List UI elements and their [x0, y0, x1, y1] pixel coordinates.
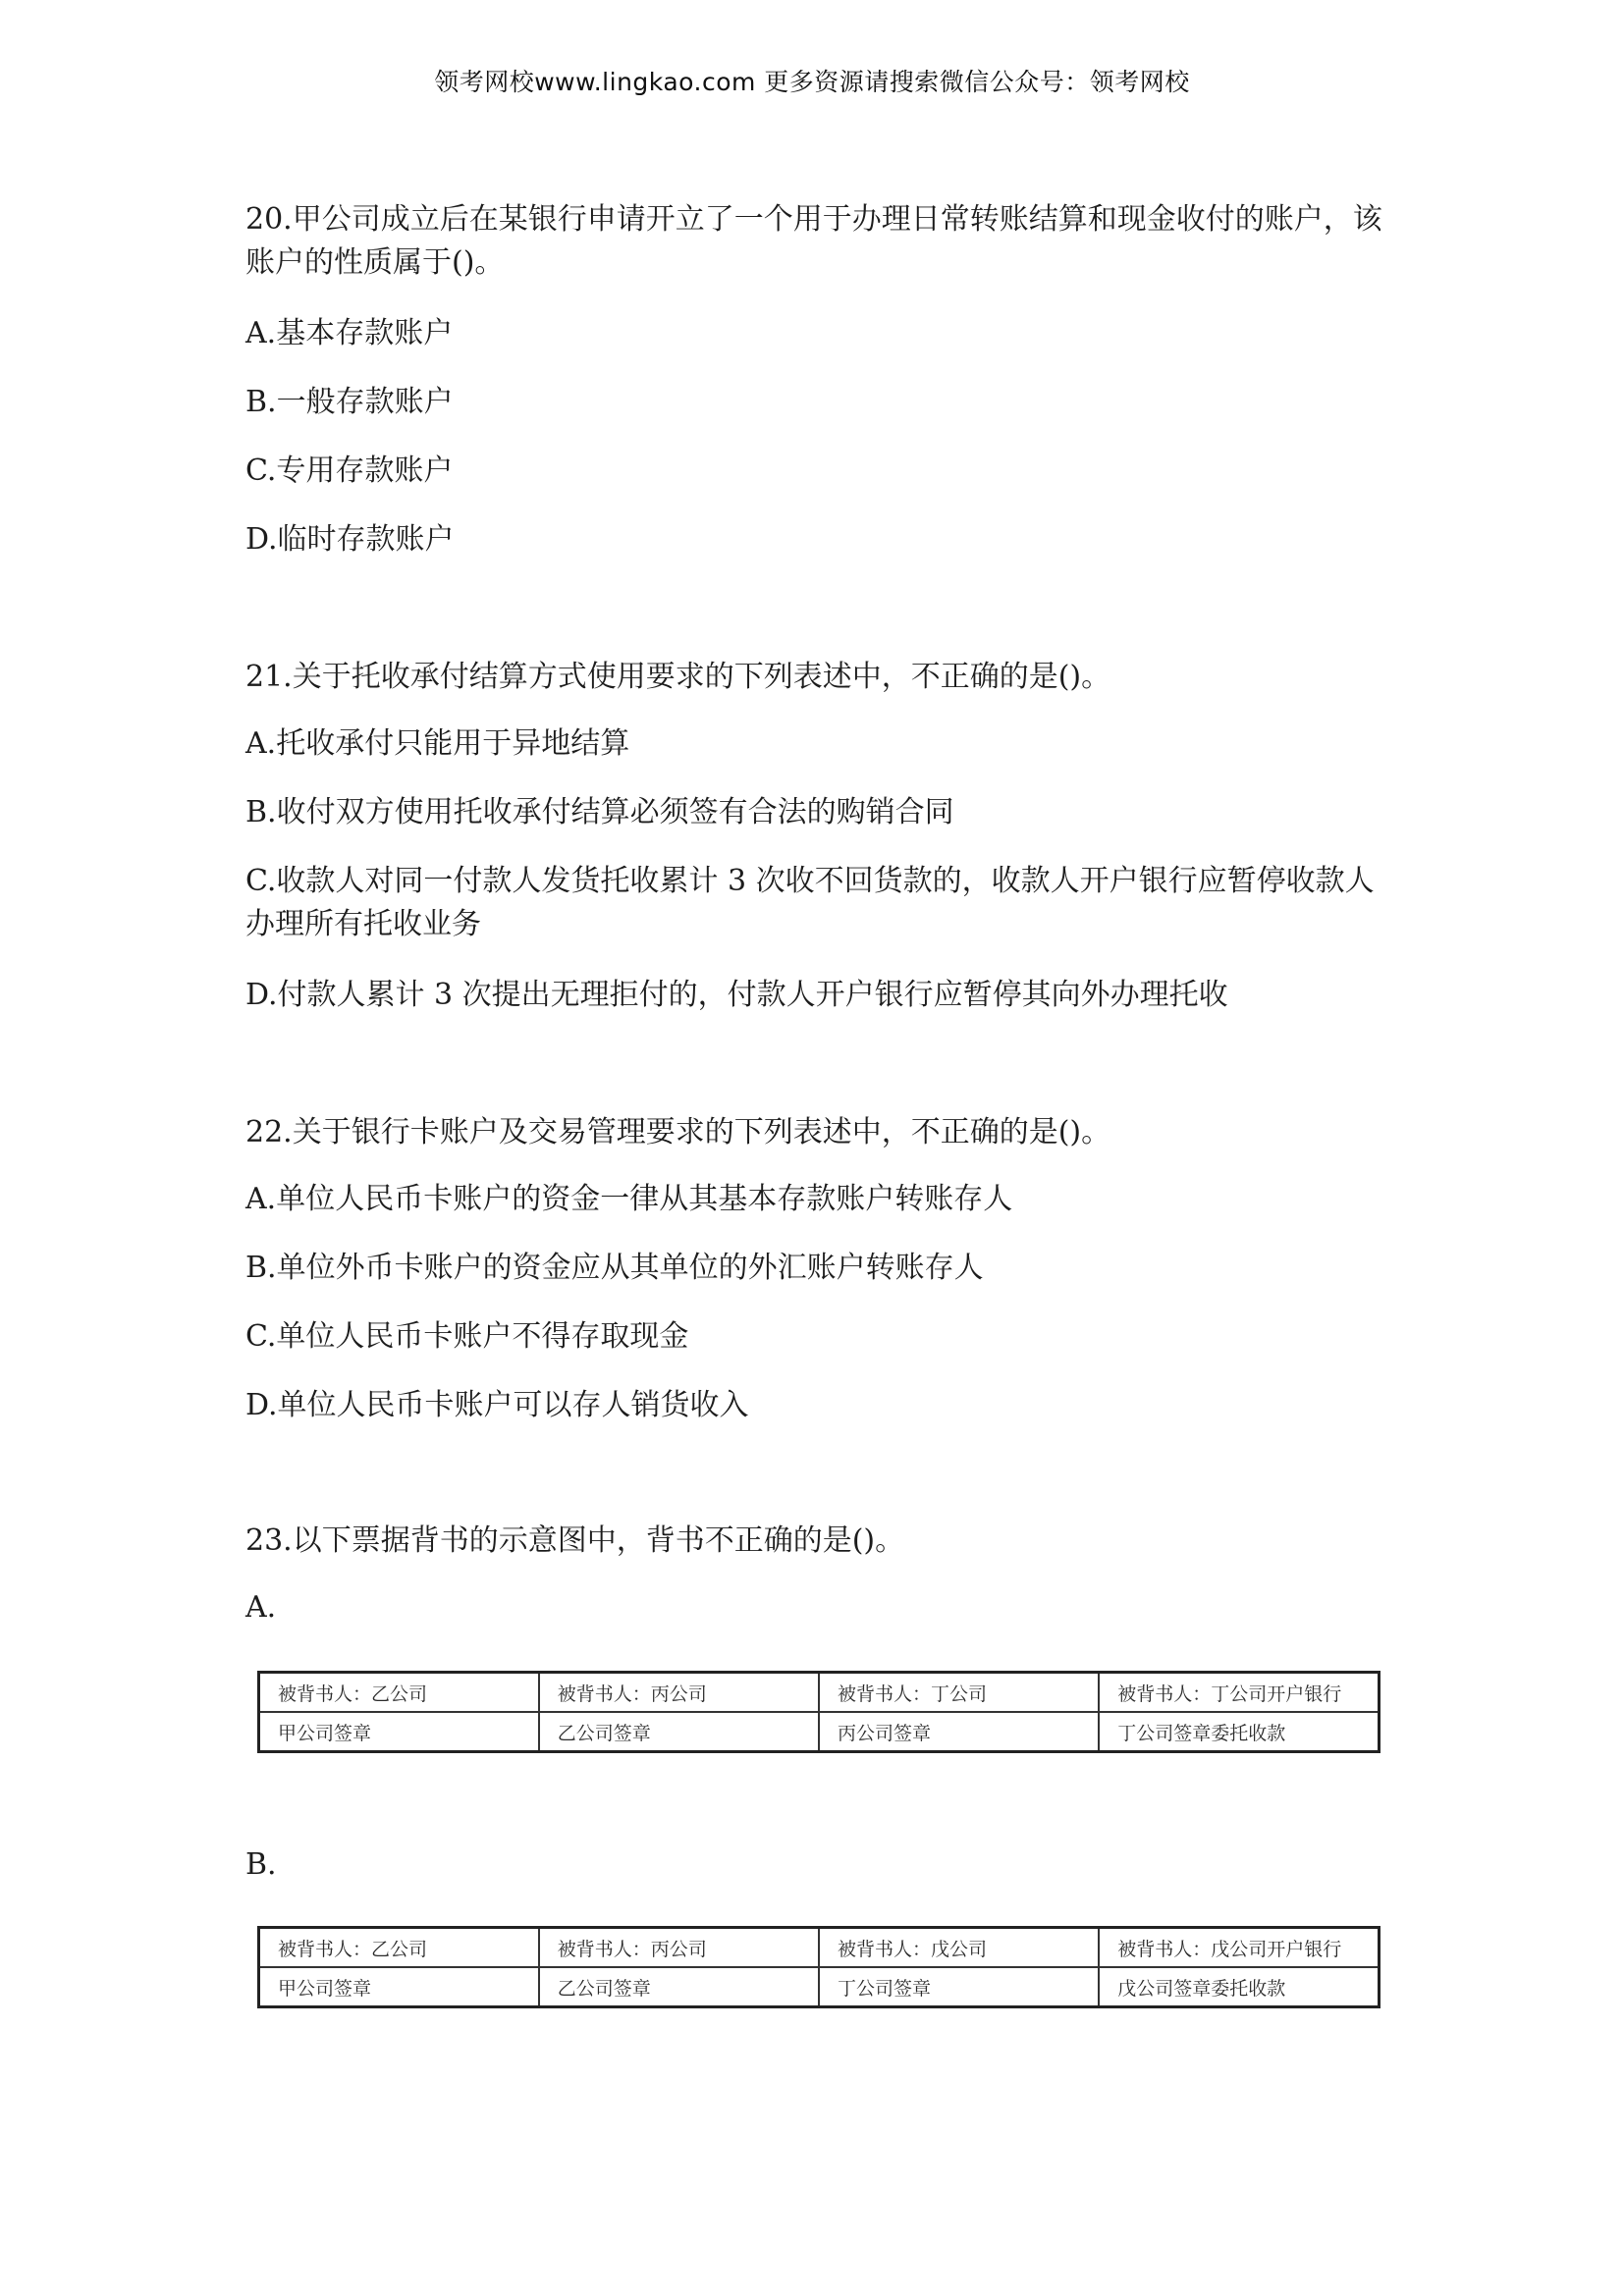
table-row	[259, 1928, 1380, 1968]
endorsement-table-a	[257, 1671, 1380, 1753]
question-20-option-c: C.专用存款账户	[245, 454, 454, 488]
table-cell: 丁公司签章	[819, 1967, 1099, 2007]
table-cell: 丁公司签章委托收款	[1099, 1712, 1379, 1752]
table-row	[259, 1712, 1380, 1752]
question-22-option-b: B.单位外币卡账户的资金应从其单位的外汇账户转账存人	[245, 1251, 984, 1285]
table-cell: 被背书人：戊公司开户银行	[1099, 1928, 1379, 1968]
table-cell: 被背书人：戊公司	[819, 1928, 1099, 1968]
question-20-stem: 20.甲公司成立后在某银行申请开立了一个用于办理日常转账结算和现金收付的账户，该账户的性质属于()。	[245, 202, 1382, 280]
table-cell: 被背书人：丁公司开户银行	[1099, 1673, 1379, 1713]
table-cell: 乙公司签章	[539, 1967, 819, 2007]
table-cell: 被背书人：丙公司	[539, 1928, 819, 1968]
question-20-option-d: D.临时存款账户	[245, 522, 455, 557]
question-23-stem: 23.以下票据背书的示意图中，背书不正确的是()。	[245, 1523, 905, 1558]
question-20-option-b: B.一般存款账户	[245, 385, 454, 419]
question-22-option-c: C.单位人民币卡账户不得存取现金	[245, 1319, 689, 1354]
question-23-option-a: A.	[245, 1590, 277, 1625]
question-22-option-a: A.单位人民币卡账户的资金一律从其基本存款账户转账存人	[245, 1182, 1013, 1216]
table-cell: 甲公司签章	[259, 1712, 539, 1752]
table-cell: 乙公司签章	[539, 1712, 819, 1752]
table-cell: 戊公司签章委托收款	[1099, 1967, 1379, 2007]
table-row	[259, 1967, 1380, 2007]
question-21-option-a: A.托收承付只能用于异地结算	[245, 726, 630, 761]
page-header: 领考网校www.lingkao.com 更多资源请搜索微信公众号：领考网校	[434, 68, 1190, 96]
table-cell: 甲公司签章	[259, 1967, 539, 2007]
question-20-option-a: A.基本存款账户	[245, 316, 454, 350]
table-cell: 被背书人：丁公司	[819, 1673, 1099, 1713]
table-cell: 被背书人：丙公司	[539, 1673, 819, 1713]
table-cell: 丙公司签章	[819, 1712, 1099, 1752]
table-cell: 被背书人：乙公司	[259, 1928, 539, 1968]
table-row	[259, 1673, 1380, 1713]
question-22-stem: 22.关于银行卡账户及交易管理要求的下列表述中，不正确的是()。	[245, 1115, 1111, 1149]
question-23-option-b: B.	[245, 1847, 277, 1882]
question-21-option-b: B.收付双方使用托收承付结算必须签有合法的购销合同	[245, 795, 954, 829]
question-21-option-d: D.付款人累计 3 次提出无理拒付的，付款人开户银行应暂停其向外办理托收	[245, 978, 1228, 1012]
question-22-option-d: D.单位人民币卡账户可以存人销货收入	[245, 1388, 749, 1422]
question-21-option-c: C.收款人对同一付款人发货托收累计 3 次收不回货款的，收款人开户银行应暂停收款人办理所有托收业务	[245, 864, 1375, 941]
table-cell: 被背书人：乙公司	[259, 1673, 539, 1713]
endorsement-table-b	[257, 1926, 1380, 2008]
question-21-stem: 21.关于托收承付结算方式使用要求的下列表述中，不正确的是()。	[245, 660, 1111, 694]
